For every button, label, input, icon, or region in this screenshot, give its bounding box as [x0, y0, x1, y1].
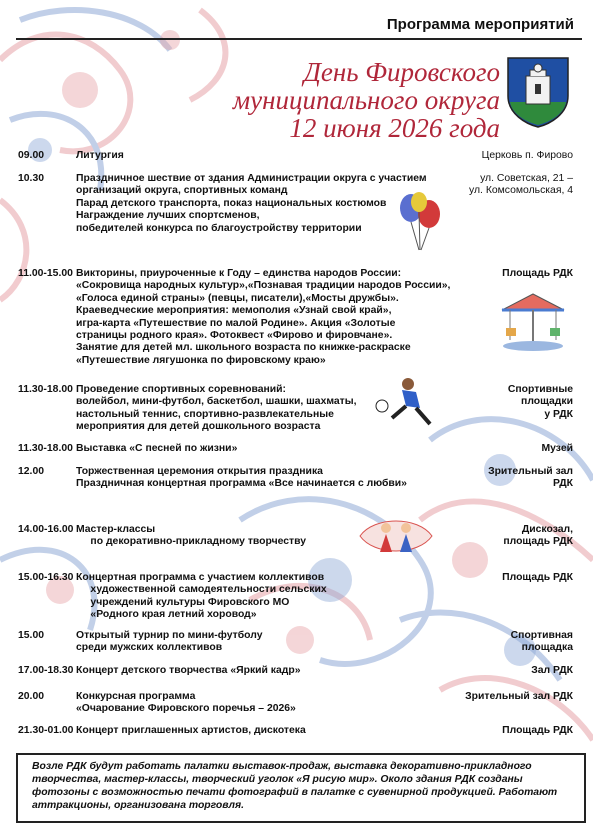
event-place: Спортивная площадка — [510, 630, 573, 654]
event-description: Концертная программа с участием коллективов художественной самодеятельности сельских учреждений культуры Фировского МО «Родного края летний хоровод» — [76, 572, 327, 621]
event-description: Торжественная церемония открытия праздника Праздничная концертная программа «Все начинается с любви» — [76, 466, 407, 490]
event-time: 15.00 — [18, 630, 45, 641]
event-place: Зал РДК — [531, 665, 573, 676]
title-line-2: муниципального округа — [232, 85, 500, 115]
event-description: Проведение спортивных соревнований: волейбол, мини-футбол, баскетбол, шашки, шахматы, настольный теннис, спортивно-развлекательные мероприятия для детей дошкольного возраста — [76, 384, 357, 433]
event-row — [0, 443, 593, 457]
event-place: Церковь п. Фирово — [481, 150, 573, 161]
event-place: Зрительный зал РДК — [465, 691, 573, 702]
coat-of-arms-icon — [506, 56, 570, 128]
event-description: Конкурсная программа «Очарование Фировского поречья – 2026» — [76, 691, 296, 715]
event-description: Мастер-классы по декоративно-прикладному творчеству — [76, 524, 307, 548]
footer-note-text: Возле РДК будут работать палатки выставок-продаж, выставка декоративно-прикладного творчества, мастер-классы, творческий уголок «Я рисую мир». Около здания РДК созданы фотозоны с возможностью печати фотографий в палатке с сувенирной продукцией. Работают аттракционы, организована торговля. — [32, 761, 558, 811]
event-description: Выставка «С песней по жизни» — [76, 443, 238, 454]
event-description: Открытый турнир по мини-футболу среди мужских коллективов — [76, 630, 263, 654]
event-description: Литургия — [76, 150, 124, 161]
event-time: 14.00-16.00 — [18, 524, 74, 535]
header-bar — [16, 14, 582, 40]
event-row — [0, 384, 593, 434]
event-row — [0, 572, 593, 624]
event-row — [0, 630, 593, 656]
footer-note-box — [16, 753, 586, 823]
event-row — [0, 268, 593, 368]
event-time: 15.00-16.30 — [18, 572, 74, 583]
event-place: Зрительный зал РДК — [488, 466, 573, 490]
event-row — [0, 725, 593, 739]
event-row — [0, 691, 593, 717]
event-time: 21.30-01.00 — [18, 725, 74, 736]
event-place: Площадь РДК — [502, 725, 573, 736]
event-place: ул. Советская, 21 – ул. Комсомольская, 4 — [469, 173, 573, 197]
event-row — [0, 466, 593, 492]
event-description: Концерт детского творчества «Яркий кадр» — [76, 665, 301, 676]
event-row — [0, 173, 593, 237]
event-time: 12.00 — [18, 466, 45, 477]
event-place: Музей — [541, 443, 573, 454]
event-time: 11.00-15.00 — [18, 268, 73, 279]
event-time: 17.00-18.30 — [18, 665, 74, 676]
event-row — [0, 150, 593, 164]
event-time: 11.30-18.00 — [18, 443, 73, 454]
event-row — [0, 524, 593, 550]
event-time: 09.00 — [18, 150, 45, 161]
event-title — [160, 58, 500, 142]
event-description: Концерт приглашенных артистов, дискотека — [76, 725, 306, 736]
event-time: 10.30 — [18, 173, 45, 184]
event-place: Площадь РДК — [502, 268, 573, 279]
title-line-1: День Фировского — [303, 57, 500, 87]
event-row — [0, 665, 593, 679]
header-title: Программа мероприятий — [386, 16, 574, 33]
event-place: Площадь РДК — [502, 572, 573, 583]
event-description: Праздничное шествие от здания Администрации округа с участием организаций округа, спортивных команд Парад детского транспорта, показ национальных костюмов Награждение лучших спортсменов, победителей конкурса по благоустройству территории — [76, 173, 427, 234]
event-place: Спортивные площадки у РДК — [507, 384, 573, 420]
event-time: 11.30-18.00 — [18, 384, 73, 395]
event-place: Дискозал, площадь РДК — [503, 524, 573, 548]
event-time: 20.00 — [18, 691, 45, 702]
event-description: Викторины, приуроченные к Году – единства народов России: «Сокровища народных культур»,«Познавая традиции народов России», «Голоса единой страны» (певцы, писатели),«Мосты дружбы». Краеведческие мероприятия: мемополия «Узнай свой край», игра-карта «Путешествие по малой Родине». Акция «Золотые страницы родного края». Фотоквест «Фирово и фировчане». Занятие для детей мл. школьного возраста по книжке-раскраске «Путешествие лягушонка по фировскому краю» — [76, 268, 451, 366]
title-line-3: 12 июня 2026 года — [289, 113, 500, 143]
